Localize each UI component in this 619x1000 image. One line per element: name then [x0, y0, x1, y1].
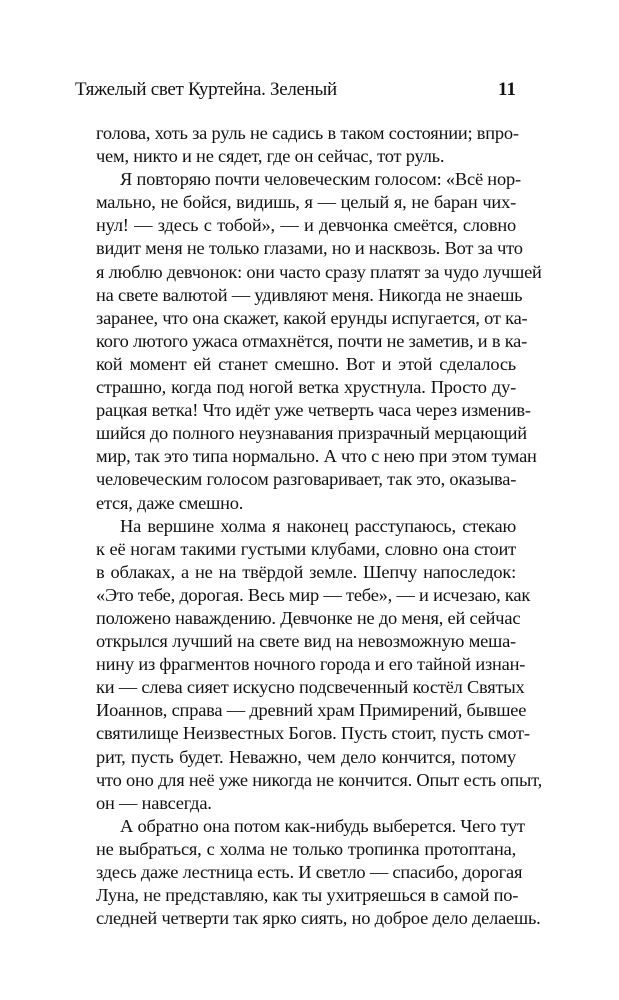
text-line: положено наваждению. Девчонке не до меня, ей сейчас: [96, 607, 521, 628]
text-line: я люблю девчонок: они часто сразу платят за чудо лучшей: [96, 261, 542, 282]
text-line: голова, хоть за руль не садись в таком состоянии; впро-: [96, 123, 519, 143]
text-line: Я повторяю почти человеческим голосом: «Всё нор-: [120, 169, 521, 190]
running-title: Тяжелый свет Куртейна. Зеленый: [75, 79, 337, 100]
text-line: нул! — здесь с тобой», — и девчонка смеётся, словно: [96, 215, 516, 236]
text-line: что оно для неё уже никогда не кончится. Опыт есть опыт,: [96, 769, 542, 790]
text-line: страшно, когда под ногой ветка хрустнула. Просто ду-: [96, 377, 516, 398]
page-number: 11: [498, 79, 516, 100]
paragraph: [96, 515, 542, 815]
text-line: не выбраться, с холма не только тропинка протоптана,: [96, 838, 516, 859]
text-line: заранее, что она скажет, какой ерунды испугается, от ка-: [96, 307, 528, 328]
paragraph: [96, 122, 519, 168]
text-line: ется, даже смешно.: [96, 492, 244, 513]
text-line: человеческим голосом разговаривает, так это, оказыва-: [96, 469, 517, 490]
text-line: На вершине холма я наконец расступаюсь, стекаю: [120, 515, 516, 536]
text-line: мально, не бойся, видишь, я — целый я, не баран чих-: [96, 192, 516, 213]
text-line: здесь даже лестница есть. И светло — спасибо, дорогая: [96, 862, 523, 882]
text-line: мир, так это типа нормально. А что с нею при этом туман: [96, 446, 537, 467]
text-line: святилище Неизвестных Богов. Пусть стоит, пусть смот-: [96, 723, 530, 744]
text-line: Луна, не представляю, как ты ухитряешься в самой по-: [96, 885, 519, 906]
text-line: на свете валютой — удивляют меня. Никогда не знаешь: [96, 284, 523, 305]
paragraph: [96, 815, 541, 930]
text-line: кого лютого ужаса отмахнётся, почти не заметив, и в ка-: [96, 330, 528, 351]
paragraph: [96, 168, 542, 514]
text-line: рацкая ветка! Что идёт уже четверть часа через изменив-: [96, 400, 531, 421]
text-line: ки — слева сияет искусно подсвеченный костёл Святых: [96, 677, 525, 698]
body-text: [96, 122, 542, 930]
text-line: нину из фрагментов ночного города и его тайной изнан-: [96, 654, 526, 675]
text-line: А обратно она потом как-нибудь выберется. Чего тут: [120, 815, 525, 836]
text-line: открылся лучший на свете вид на невозможную меша-: [96, 631, 516, 652]
text-line: видит меня не только глазами, но и насквозь. Вот за что: [96, 238, 523, 259]
text-line: «Это тебе, дорогая. Весь мир — тебе», — и исчезаю, как: [96, 584, 531, 605]
text-line: рит, пусть будет. Неважно, чем дело кончится, потому: [96, 746, 516, 767]
text-line: чем, никто и не сядет, где он сейчас, тот руль.: [96, 146, 445, 167]
text-line: Иоаннов, справа — древний храм Примирений, бывшее: [96, 700, 527, 721]
text-line: он — навсегда.: [96, 792, 212, 813]
text-line: кой момент ей станет смешно. Вот и этой сделалось: [96, 353, 516, 374]
text-line: следней четверти так ярко сиять, но доброе дело делаешь.: [96, 908, 541, 929]
text-line: в облаках, а не на твёрдой земле. Шепчу напоследок:: [96, 561, 516, 582]
text-line: к её ногам такими густыми клубами, словно она стоит: [96, 538, 516, 559]
text-line: шийся до полного неузнавания призрачный мерцающий: [96, 423, 527, 444]
